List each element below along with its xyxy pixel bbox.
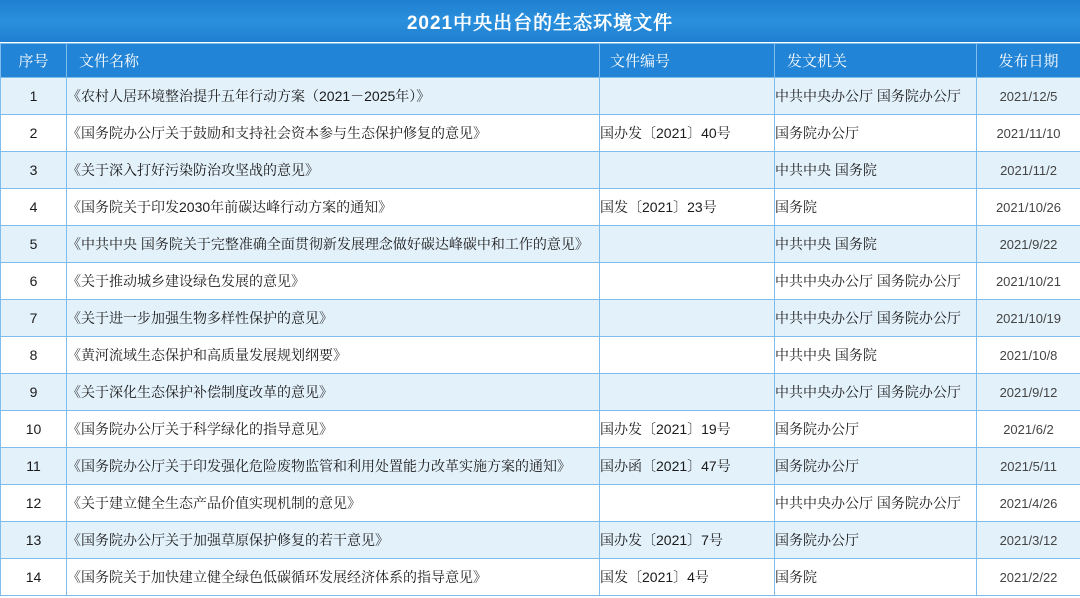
cell-index: 2 (1, 115, 67, 152)
table-row (1, 485, 1080, 522)
cell-date: 2021/6/2 (977, 411, 1080, 448)
table-body (1, 78, 1080, 596)
cell-index: 10 (1, 411, 67, 448)
cell-date: 2021/5/11 (977, 448, 1080, 485)
cell-date: 2021/10/21 (977, 263, 1080, 300)
table-row (1, 189, 1080, 226)
cell-org: 国务院 (775, 189, 977, 226)
cell-code: 国发〔2021〕4号 (600, 559, 775, 596)
cell-code (600, 300, 775, 337)
cell-index: 8 (1, 337, 67, 374)
cell-name: 《国务院办公厅关于加强草原保护修复的若干意见》 (67, 522, 600, 559)
cell-date: 2021/9/12 (977, 374, 1080, 411)
cell-org: 中共中央 国务院 (775, 337, 977, 374)
cell-org: 中共中央 国务院 (775, 152, 977, 189)
cell-name: 《国务院办公厅关于印发强化危险废物监管和利用处置能力改革实施方案的通知》 (67, 448, 600, 485)
cell-name: 《国务院关于加快建立健全绿色低碳循环发展经济体系的指导意见》 (67, 559, 600, 596)
cell-date: 2021/10/26 (977, 189, 1080, 226)
cell-org: 中共中央 国务院 (775, 226, 977, 263)
cell-index: 13 (1, 522, 67, 559)
cell-date: 2021/9/22 (977, 226, 1080, 263)
cell-index: 4 (1, 189, 67, 226)
column-header-index: 序号 (1, 44, 67, 78)
table-row (1, 300, 1080, 337)
cell-date: 2021/4/26 (977, 485, 1080, 522)
cell-index: 5 (1, 226, 67, 263)
cell-index: 1 (1, 78, 67, 115)
cell-code (600, 263, 775, 300)
cell-date: 2021/2/22 (977, 559, 1080, 596)
cell-org: 国务院办公厅 (775, 522, 977, 559)
cell-code (600, 78, 775, 115)
table-row (1, 152, 1080, 189)
cell-name: 《国务院办公厅关于科学绿化的指导意见》 (67, 411, 600, 448)
cell-org: 中共中央办公厅 国务院办公厅 (775, 263, 977, 300)
cell-org: 国务院办公厅 (775, 448, 977, 485)
cell-index: 11 (1, 448, 67, 485)
cell-index: 7 (1, 300, 67, 337)
cell-name: 《关于推动城乡建设绿色发展的意见》 (67, 263, 600, 300)
cell-code (600, 152, 775, 189)
table-row (1, 226, 1080, 263)
cell-date: 2021/3/12 (977, 522, 1080, 559)
cell-code: 国办发〔2021〕19号 (600, 411, 775, 448)
cell-code (600, 226, 775, 263)
cell-index: 12 (1, 485, 67, 522)
cell-index: 9 (1, 374, 67, 411)
cell-date: 2021/10/8 (977, 337, 1080, 374)
cell-name: 《关于建立健全生态产品价值实现机制的意见》 (67, 485, 600, 522)
cell-name: 《黄河流域生态保护和高质量发展规划纲要》 (67, 337, 600, 374)
cell-name: 《农村人居环境整治提升五年行动方案（2021－2025年）》 (67, 78, 600, 115)
cell-date: 2021/11/2 (977, 152, 1080, 189)
column-header-name: 文件名称 (67, 44, 600, 78)
table-row (1, 448, 1080, 485)
column-header-org: 发文机关 (775, 44, 977, 78)
cell-date: 2021/12/5 (977, 78, 1080, 115)
table-row (1, 263, 1080, 300)
cell-code: 国发〔2021〕23号 (600, 189, 775, 226)
table-row (1, 78, 1080, 115)
cell-code (600, 337, 775, 374)
cell-name: 《中共中央 国务院关于完整准确全面贯彻新发展理念做好碳达峰碳中和工作的意见》 (67, 226, 600, 263)
table-header (1, 44, 1080, 78)
cell-name: 《关于深入打好污染防治攻坚战的意见》 (67, 152, 600, 189)
cell-name: 《关于深化生态保护补偿制度改革的意见》 (67, 374, 600, 411)
cell-org: 国务院 (775, 559, 977, 596)
table-row (1, 374, 1080, 411)
document-title-bar (0, 0, 1080, 43)
cell-index: 6 (1, 263, 67, 300)
cell-code: 国办发〔2021〕7号 (600, 522, 775, 559)
table-row (1, 559, 1080, 596)
table-row (1, 411, 1080, 448)
cell-name: 《国务院关于印发2030年前碳达峰行动方案的通知》 (67, 189, 600, 226)
cell-index: 3 (1, 152, 67, 189)
cell-date: 2021/10/19 (977, 300, 1080, 337)
cell-code: 国办函〔2021〕47号 (600, 448, 775, 485)
page-title: 2021中央出台的生态环境文件 (406, 12, 674, 34)
cell-name: 《国务院办公厅关于鼓励和支持社会资本参与生态保护修复的意见》 (67, 115, 600, 152)
column-header-date: 发布日期 (977, 44, 1080, 78)
column-header-code: 文件编号 (600, 44, 775, 78)
cell-date: 2021/11/10 (977, 115, 1080, 152)
cell-code (600, 485, 775, 522)
table-row (1, 115, 1080, 152)
cell-org: 国务院办公厅 (775, 411, 977, 448)
cell-org: 国务院办公厅 (775, 115, 977, 152)
table-header-row (1, 44, 1080, 78)
table-row (1, 337, 1080, 374)
cell-code: 国办发〔2021〕40号 (600, 115, 775, 152)
cell-name: 《关于进一步加强生物多样性保护的意见》 (67, 300, 600, 337)
cell-code (600, 374, 775, 411)
cell-index: 14 (1, 559, 67, 596)
cell-org: 中共中央办公厅 国务院办公厅 (775, 374, 977, 411)
cell-org: 中共中央办公厅 国务院办公厅 (775, 300, 977, 337)
documents-table (0, 43, 1080, 596)
cell-org: 中共中央办公厅 国务院办公厅 (775, 485, 977, 522)
cell-org: 中共中央办公厅 国务院办公厅 (775, 78, 977, 115)
table-row (1, 522, 1080, 559)
